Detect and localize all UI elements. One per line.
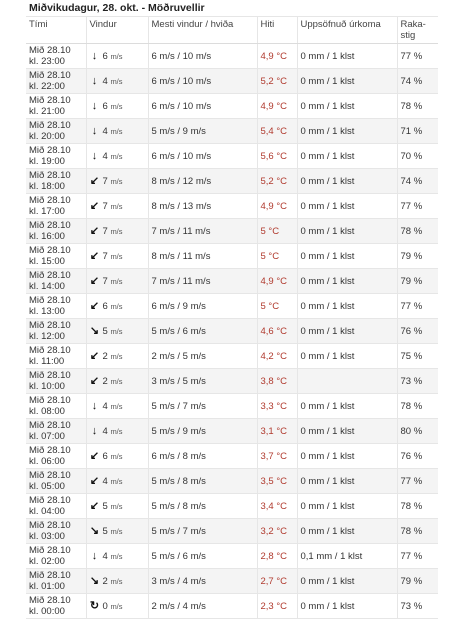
row-date: Mið 28.10: [29, 495, 71, 506]
row-time: kl. 21:00: [29, 106, 65, 117]
time-cell: [26, 294, 86, 319]
col-header-humidity: [397, 17, 438, 44]
table-row: [26, 569, 438, 594]
gust-cell: 5 m/s / 6 m/s: [148, 319, 257, 344]
station-day-title: Miðvikudagur, 28. okt. - Möðruvellir: [26, 0, 438, 17]
gust-cell: 5 m/s / 7 m/s: [148, 519, 257, 544]
col-header-temp: Hiti: [257, 17, 297, 44]
time-cell: [26, 419, 86, 444]
humidity-cell: 77 %: [397, 44, 438, 69]
precip-cell: 0 mm / 1 klst: [297, 194, 397, 219]
humidity-cell: 79 %: [397, 569, 438, 594]
row-time: kl. 03:00: [29, 531, 65, 542]
humidity-cell: 75 %: [397, 344, 438, 369]
row-date: Mið 28.10: [29, 45, 71, 56]
wind-speed: 7: [102, 175, 108, 187]
wind-speed: 7: [102, 225, 108, 237]
temperature-cell: 3,8 °C: [257, 369, 297, 394]
gust-cell: 3 m/s / 5 m/s: [148, 369, 257, 394]
humidity-cell: 70 %: [397, 144, 438, 169]
table-row: [26, 519, 438, 544]
row-date: Mið 28.10: [29, 295, 71, 306]
wind-unit: m/s: [110, 301, 123, 311]
wind-direction-arrow-icon: ↘: [89, 525, 100, 537]
wind-speed: 4: [102, 425, 108, 437]
gust-cell: 5 m/s / 8 m/s: [148, 469, 257, 494]
wind-cell: [86, 369, 148, 394]
time-cell: [26, 44, 86, 69]
table-row: [26, 469, 438, 494]
col-header-precip: Uppsöfnuð úrkoma: [297, 17, 397, 44]
time-cell: [26, 569, 86, 594]
humidity-cell: 71 %: [397, 119, 438, 144]
weather-panel: [26, 0, 438, 619]
wind-speed: 0: [102, 600, 108, 612]
wind-unit: m/s: [110, 476, 123, 486]
temperature-cell: 2,3 °C: [257, 594, 297, 619]
table-row: [26, 344, 438, 369]
row-time: kl. 08:00: [29, 406, 65, 417]
wind-unit: m/s: [110, 51, 123, 61]
wind-speed: 7: [102, 250, 108, 262]
row-time: kl. 15:00: [29, 256, 65, 267]
time-cell: [26, 69, 86, 94]
temperature-cell: 5 °C: [257, 219, 297, 244]
wind-direction-arrow-icon: ↓: [91, 100, 98, 112]
wind-speed: 4: [102, 125, 108, 137]
wind-direction-arrow-icon: ↘: [89, 575, 100, 587]
row-time: kl. 20:00: [29, 131, 65, 142]
temperature-cell: 4,2 °C: [257, 344, 297, 369]
wind-cell: [86, 144, 148, 169]
precip-cell: 0 mm / 1 klst: [297, 469, 397, 494]
row-date: Mið 28.10: [29, 320, 71, 331]
wind-direction-arrow-icon: ↙: [89, 250, 100, 262]
wind-unit: m/s: [110, 576, 123, 586]
gust-cell: 6 m/s / 10 m/s: [148, 144, 257, 169]
wind-direction-arrow-icon: ↓: [91, 125, 98, 137]
wind-cell: [86, 469, 148, 494]
gust-cell: 3 m/s / 4 m/s: [148, 569, 257, 594]
wind-unit: m/s: [110, 176, 123, 186]
humidity-cell: 78 %: [397, 94, 438, 119]
table-row: [26, 394, 438, 419]
humidity-cell: 77 %: [397, 294, 438, 319]
temperature-cell: 5 °C: [257, 244, 297, 269]
precip-cell: 0 mm / 1 klst: [297, 94, 397, 119]
wind-direction-arrow-icon: ↓: [91, 425, 98, 437]
wind-unit: m/s: [110, 126, 123, 136]
humidity-cell: 79 %: [397, 269, 438, 294]
wind-speed: 6: [102, 450, 108, 462]
row-time: kl. 14:00: [29, 281, 65, 292]
row-time: kl. 23:00: [29, 56, 65, 67]
precip-cell: 0 mm / 1 klst: [297, 594, 397, 619]
time-cell: [26, 519, 86, 544]
wind-cell: [86, 169, 148, 194]
wind-unit: m/s: [110, 76, 123, 86]
wind-unit: m/s: [110, 226, 123, 236]
wind-speed: 4: [102, 400, 108, 412]
table-row: [26, 269, 438, 294]
humidity-cell: 77 %: [397, 544, 438, 569]
wind-unit: m/s: [110, 426, 123, 436]
wind-cell: [86, 419, 148, 444]
row-time: kl. 22:00: [29, 81, 65, 92]
wind-cell: [86, 319, 148, 344]
temperature-cell: 4,9 °C: [257, 44, 297, 69]
table-header-row: [26, 17, 438, 44]
precip-cell: 0 mm / 1 klst: [297, 294, 397, 319]
wind-cell: [86, 119, 148, 144]
humidity-cell: 74 %: [397, 169, 438, 194]
humidity-cell: 78 %: [397, 519, 438, 544]
precip-cell: 0,1 mm / 1 klst: [297, 544, 397, 569]
wind-unit: m/s: [110, 276, 123, 286]
row-date: Mið 28.10: [29, 420, 71, 431]
table-row: [26, 594, 438, 619]
gust-cell: 6 m/s / 10 m/s: [148, 44, 257, 69]
row-time: kl. 16:00: [29, 231, 65, 242]
row-date: Mið 28.10: [29, 370, 71, 381]
time-cell: [26, 144, 86, 169]
precip-cell: 0 mm / 1 klst: [297, 394, 397, 419]
humidity-cell: 78 %: [397, 219, 438, 244]
time-cell: [26, 119, 86, 144]
row-date: Mið 28.10: [29, 445, 71, 456]
row-date: Mið 28.10: [29, 70, 71, 81]
table-row: [26, 319, 438, 344]
table-row: [26, 544, 438, 569]
table-row: [26, 494, 438, 519]
row-date: Mið 28.10: [29, 95, 71, 106]
wind-cell: [86, 594, 148, 619]
table-row: [26, 44, 438, 69]
table-row: [26, 194, 438, 219]
row-time: kl. 13:00: [29, 306, 65, 317]
table-row: [26, 69, 438, 94]
table-row: [26, 219, 438, 244]
temperature-cell: 3,7 °C: [257, 444, 297, 469]
temperature-cell: 4,6 °C: [257, 319, 297, 344]
time-cell: [26, 369, 86, 394]
humidity-cell: 80 %: [397, 419, 438, 444]
gust-cell: 5 m/s / 9 m/s: [148, 419, 257, 444]
row-date: Mið 28.10: [29, 395, 71, 406]
wind-cell: [86, 194, 148, 219]
precip-cell: 0 mm / 1 klst: [297, 419, 397, 444]
wind-direction-arrow-icon: ↙: [89, 225, 100, 237]
temperature-cell: 5,6 °C: [257, 144, 297, 169]
wind-speed: 5: [102, 325, 108, 337]
wind-direction-arrow-icon: ↙: [89, 300, 100, 312]
precip-cell: 0 mm / 1 klst: [297, 444, 397, 469]
row-time: kl. 18:00: [29, 181, 65, 192]
precip-cell: 0 mm / 1 klst: [297, 494, 397, 519]
wind-direction-arrow-icon: ↓: [91, 50, 98, 62]
row-date: Mið 28.10: [29, 220, 71, 231]
temperature-cell: 2,8 °C: [257, 544, 297, 569]
wind-speed: 2: [102, 375, 108, 387]
row-time: kl. 12:00: [29, 331, 65, 342]
row-time: kl. 04:00: [29, 506, 65, 517]
temperature-cell: 3,5 °C: [257, 469, 297, 494]
temperature-cell: 4,9 °C: [257, 194, 297, 219]
humidity-cell: 77 %: [397, 194, 438, 219]
temperature-cell: 5,2 °C: [257, 169, 297, 194]
row-date: Mið 28.10: [29, 170, 71, 181]
row-date: Mið 28.10: [29, 470, 71, 481]
row-date: Mið 28.10: [29, 195, 71, 206]
precip-cell: 0 mm / 1 klst: [297, 569, 397, 594]
wind-cell: [86, 494, 148, 519]
humidity-cell: 78 %: [397, 494, 438, 519]
wind-speed: 5: [102, 500, 108, 512]
precip-cell: 0 mm / 1 klst: [297, 144, 397, 169]
precip-cell: 0 mm / 1 klst: [297, 219, 397, 244]
row-time: kl. 19:00: [29, 156, 65, 167]
wind-cell: [86, 394, 148, 419]
wind-unit: m/s: [110, 601, 123, 611]
row-date: Mið 28.10: [29, 570, 71, 581]
row-time: kl. 06:00: [29, 456, 65, 467]
humidity-header-line1: Raka-: [400, 19, 426, 30]
row-time: kl. 01:00: [29, 581, 65, 592]
wind-cell: [86, 544, 148, 569]
wind-unit: m/s: [110, 401, 123, 411]
table-row: [26, 294, 438, 319]
wind-cell: [86, 219, 148, 244]
table-row: [26, 144, 438, 169]
wind-direction-arrow-icon: ↘: [89, 325, 100, 337]
row-date: Mið 28.10: [29, 520, 71, 531]
col-header-time: Tími: [26, 17, 86, 44]
humidity-cell: 79 %: [397, 244, 438, 269]
humidity-cell: 76 %: [397, 319, 438, 344]
gust-cell: 2 m/s / 5 m/s: [148, 344, 257, 369]
wind-unit: m/s: [110, 201, 123, 211]
gust-cell: 2 m/s / 4 m/s: [148, 594, 257, 619]
precip-cell: 0 mm / 1 klst: [297, 244, 397, 269]
wind-cell: [86, 344, 148, 369]
time-cell: [26, 594, 86, 619]
row-time: kl. 07:00: [29, 431, 65, 442]
temperature-cell: 5,4 °C: [257, 119, 297, 144]
time-cell: [26, 544, 86, 569]
wind-speed: 2: [102, 575, 108, 587]
wind-unit: m/s: [110, 151, 123, 161]
humidity-cell: 73 %: [397, 594, 438, 619]
wind-direction-arrow-icon: ↓: [91, 400, 98, 412]
row-time: kl. 02:00: [29, 556, 65, 567]
humidity-cell: 76 %: [397, 444, 438, 469]
wind-unit: m/s: [110, 326, 123, 336]
wind-cell: [86, 444, 148, 469]
time-cell: [26, 344, 86, 369]
row-time: kl. 05:00: [29, 481, 65, 492]
row-time: kl. 17:00: [29, 206, 65, 217]
gust-cell: 5 m/s / 7 m/s: [148, 394, 257, 419]
row-date: Mið 28.10: [29, 545, 71, 556]
wind-cell: [86, 294, 148, 319]
humidity-cell: 73 %: [397, 369, 438, 394]
row-time: kl. 10:00: [29, 381, 65, 392]
wind-direction-arrow-icon: ↙: [89, 200, 100, 212]
gust-cell: 8 m/s / 12 m/s: [148, 169, 257, 194]
wind-unit: m/s: [110, 551, 123, 561]
temperature-cell: 5 °C: [257, 294, 297, 319]
row-date: Mið 28.10: [29, 120, 71, 131]
precip-cell: 0 mm / 1 klst: [297, 169, 397, 194]
row-date: Mið 28.10: [29, 345, 71, 356]
temperature-cell: 4,9 °C: [257, 269, 297, 294]
gust-cell: 7 m/s / 11 m/s: [148, 269, 257, 294]
time-cell: [26, 319, 86, 344]
row-date: Mið 28.10: [29, 595, 71, 606]
time-cell: [26, 219, 86, 244]
gust-cell: 6 m/s / 10 m/s: [148, 69, 257, 94]
wind-direction-arrow-icon: ↓: [91, 150, 98, 162]
wind-unit: m/s: [110, 101, 123, 111]
wind-direction-arrow-icon: ↙: [89, 375, 100, 387]
row-date: Mið 28.10: [29, 145, 71, 156]
table-row: [26, 444, 438, 469]
precip-cell: 0 mm / 1 klst: [297, 269, 397, 294]
wind-cell: [86, 94, 148, 119]
gust-cell: 6 m/s / 9 m/s: [148, 294, 257, 319]
wind-speed: 6: [102, 300, 108, 312]
wind-cell: [86, 69, 148, 94]
row-time: kl. 11:00: [29, 356, 65, 367]
wind-speed: 4: [102, 75, 108, 87]
humidity-cell: 78 %: [397, 394, 438, 419]
wind-unit: m/s: [110, 251, 123, 261]
wind-speed: 2: [102, 350, 108, 362]
time-cell: [26, 94, 86, 119]
row-date: Mið 28.10: [29, 245, 71, 256]
row-time: kl. 00:00: [29, 606, 65, 617]
temperature-cell: 3,1 °C: [257, 419, 297, 444]
gust-cell: 5 m/s / 9 m/s: [148, 119, 257, 144]
wind-speed: 7: [102, 200, 108, 212]
wind-direction-arrow-icon: ↓: [91, 75, 98, 87]
time-cell: [26, 469, 86, 494]
wind-unit: m/s: [110, 501, 123, 511]
time-cell: [26, 169, 86, 194]
wind-direction-arrow-icon: ↙: [89, 475, 100, 487]
precip-cell: 0 mm / 1 klst: [297, 69, 397, 94]
humidity-cell: 77 %: [397, 469, 438, 494]
temperature-cell: 3,4 °C: [257, 494, 297, 519]
wind-unit: m/s: [110, 376, 123, 386]
time-cell: [26, 394, 86, 419]
gust-cell: 6 m/s / 8 m/s: [148, 444, 257, 469]
wind-speed: 6: [102, 50, 108, 62]
row-date: Mið 28.10: [29, 270, 71, 281]
gust-cell: 5 m/s / 8 m/s: [148, 494, 257, 519]
temperature-cell: 4,9 °C: [257, 94, 297, 119]
gust-cell: 5 m/s / 6 m/s: [148, 544, 257, 569]
table-row: [26, 244, 438, 269]
wind-speed: 4: [102, 550, 108, 562]
wind-unit: m/s: [110, 526, 123, 536]
wind-speed: 4: [102, 475, 108, 487]
wind-cell: [86, 44, 148, 69]
gust-cell: 8 m/s / 11 m/s: [148, 244, 257, 269]
precip-cell: 0 mm / 1 klst: [297, 319, 397, 344]
table-row: [26, 169, 438, 194]
wind-speed: 4: [102, 150, 108, 162]
time-cell: [26, 244, 86, 269]
precip-cell: 0 mm / 1 klst: [297, 44, 397, 69]
col-header-wind: Vindur: [86, 17, 148, 44]
humidity-header-line2: stig: [400, 30, 416, 41]
wind-direction-arrow-icon: ↙: [89, 275, 100, 287]
temperature-cell: 5,2 °C: [257, 69, 297, 94]
gust-cell: 8 m/s / 13 m/s: [148, 194, 257, 219]
table-row: [26, 369, 438, 394]
gust-cell: 7 m/s / 11 m/s: [148, 219, 257, 244]
wind-direction-arrow-icon: ↙: [89, 500, 100, 512]
col-header-gust: Mesti vindur / hviða: [148, 17, 257, 44]
wind-direction-arrow-icon: ↙: [89, 175, 100, 187]
time-cell: [26, 444, 86, 469]
table-row: [26, 94, 438, 119]
humidity-cell: 74 %: [397, 69, 438, 94]
gust-cell: 6 m/s / 10 m/s: [148, 94, 257, 119]
precip-cell: 0 mm / 1 klst: [297, 519, 397, 544]
time-cell: [26, 494, 86, 519]
wind-direction-arrow-icon: ↙: [89, 450, 100, 462]
temperature-cell: 2,7 °C: [257, 569, 297, 594]
temperature-cell: 3,3 °C: [257, 394, 297, 419]
wind-speed: 7: [102, 275, 108, 287]
wind-cell: [86, 244, 148, 269]
wind-unit: m/s: [110, 451, 123, 461]
time-cell: [26, 269, 86, 294]
time-cell: [26, 194, 86, 219]
wind-cell: [86, 519, 148, 544]
precip-cell: 0 mm / 1 klst: [297, 344, 397, 369]
wind-cell: [86, 569, 148, 594]
table-row: [26, 119, 438, 144]
wind-cell: [86, 269, 148, 294]
wind-direction-arrow-icon: ↻: [89, 600, 100, 612]
wind-speed: 6: [102, 100, 108, 112]
wind-direction-arrow-icon: ↓: [91, 550, 98, 562]
temperature-cell: 3,2 °C: [257, 519, 297, 544]
precip-cell: 0 mm / 1 klst: [297, 119, 397, 144]
observations-table: [26, 17, 438, 619]
wind-direction-arrow-icon: ↙: [89, 350, 100, 362]
wind-unit: m/s: [110, 351, 123, 361]
table-row: [26, 419, 438, 444]
precip-cell: [297, 369, 397, 394]
wind-speed: 5: [102, 525, 108, 537]
